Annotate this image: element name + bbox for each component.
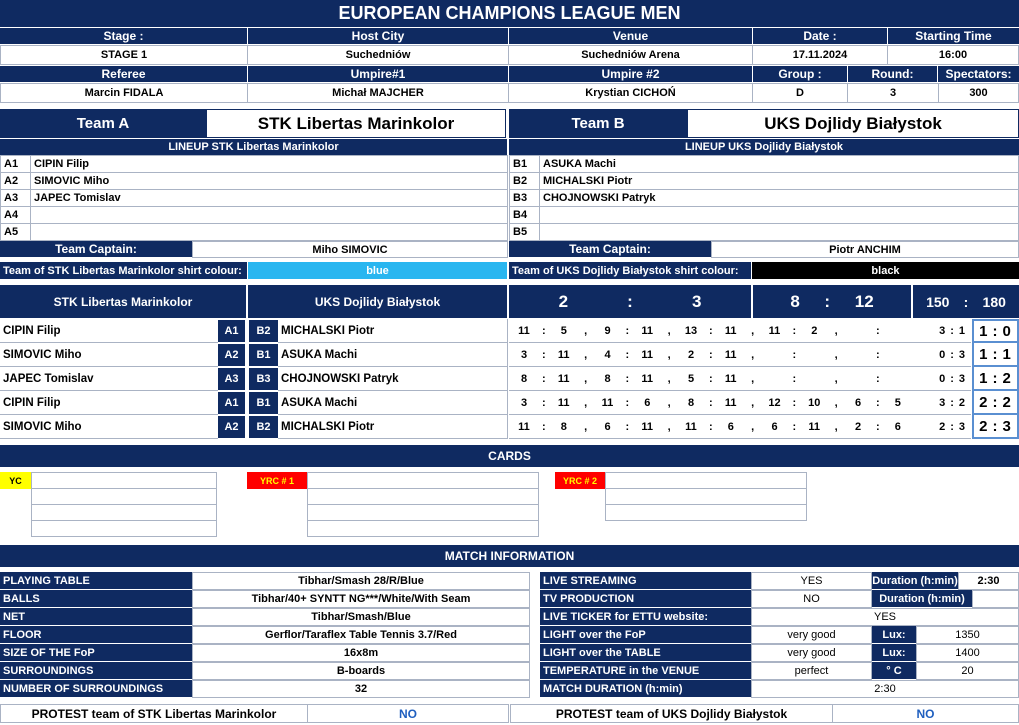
match-info-value: 32 (192, 680, 530, 698)
game-score-b: 11 (557, 372, 570, 385)
lux-fop-value: 1350 (916, 626, 1019, 644)
match-info-right (540, 572, 1019, 699)
shirt-b-label: Team of UKS Dojlidy Białystok shirt colour: (509, 262, 751, 279)
game-score-a: 6 (854, 396, 862, 409)
result-colon: : (992, 345, 999, 363)
game-score-b: 8 (560, 420, 567, 433)
game-score-a: 4 (604, 348, 611, 361)
match-info-label: PLAYING TABLE (0, 572, 192, 589)
game-won-a: 0 (939, 348, 946, 361)
result-b: 0 (1002, 322, 1012, 340)
player-b: MICHALSKI Piotr (278, 319, 508, 343)
matches-a: 2 (558, 291, 569, 311)
games-won (913, 391, 971, 415)
game-colon: : (709, 396, 713, 409)
games-sep: : (824, 291, 831, 311)
game-colon: : (625, 420, 630, 433)
game-score-a: 6 (604, 420, 611, 433)
result-a: 1 (979, 369, 989, 387)
running-result (972, 343, 1019, 367)
player-b-code: B2 (249, 320, 278, 342)
date-value: 17.11.2024 (752, 45, 888, 65)
game-comma: , (667, 396, 671, 409)
lux-table-value: 1400 (916, 644, 1019, 662)
captain-a: Miho SIMOVIC (192, 241, 508, 258)
game-comma: , (751, 324, 755, 337)
player-a: CIPIN Filip (0, 391, 218, 415)
game-comma: , (751, 420, 755, 433)
tv-duration-value (972, 590, 1019, 608)
protest-a-label: PROTEST team of STK Libertas Marinkolor (0, 704, 308, 723)
game-comma: , (667, 324, 671, 337)
game-won-a: 2 (939, 420, 946, 433)
matches-score (509, 285, 751, 318)
protest-b-value[interactable]: NO (832, 704, 1019, 723)
group-value: D (752, 83, 848, 103)
match-row (0, 415, 1019, 439)
yc-slot[interactable] (31, 520, 217, 537)
date-label: Date : (753, 28, 887, 44)
match-rows (0, 319, 1019, 441)
game-score-b: 11 (724, 372, 737, 385)
game-colon: : (709, 420, 713, 433)
yrc1-slot[interactable] (307, 488, 539, 505)
game-colon: : (625, 372, 630, 385)
referee-label: Referee (0, 66, 247, 82)
match-info-label: FLOOR (0, 626, 192, 643)
live-ticker-label: LIVE TICKER for ETTU website: (540, 608, 751, 625)
match-info-value: 16x8m (192, 644, 530, 662)
lineup-player: CHOJNOWSKI Patryk (539, 189, 1019, 207)
captain-b-label: Team Captain: (509, 241, 711, 257)
lineup-player: SIMOVIC Miho (30, 172, 508, 190)
game-won-colon: : (950, 372, 954, 385)
lineup-b-header: LINEUP UKS Dojlidy Białystok (509, 139, 1019, 155)
temperature-value: perfect (751, 662, 872, 680)
group-label: Group : (753, 66, 847, 82)
lux-table-label: Lux: (872, 644, 916, 661)
running-result (972, 319, 1019, 343)
game-won-b: 3 (958, 372, 965, 385)
lineup-code: A5 (0, 223, 31, 241)
match-info-left (0, 572, 530, 699)
game-scores (509, 391, 913, 415)
game-score-a: 3 (520, 348, 528, 361)
page-title: EUROPEAN CHAMPIONS LEAGUE MEN (0, 0, 1019, 27)
game-score-b: 11 (557, 396, 570, 409)
match-duration-label: MATCH DURATION (h:min) (540, 680, 751, 697)
game-comma: , (751, 396, 755, 409)
result-colon: : (992, 322, 999, 340)
lux-fop-label: Lux: (872, 626, 916, 643)
game-score-b: 11 (808, 420, 821, 433)
tv-production-label: TV PRODUCTION (540, 590, 751, 607)
game-score-b: 11 (724, 396, 737, 409)
game-comma: , (584, 396, 588, 409)
game-comma: , (667, 372, 671, 385)
team-b-label: Team B (509, 109, 687, 138)
game-colon: : (542, 420, 546, 433)
game-colon: : (876, 348, 880, 361)
host-city-label: Host City (248, 28, 508, 44)
lineup-player (539, 206, 1019, 224)
stage-label: Stage : (0, 28, 247, 44)
game-colon: : (542, 348, 546, 361)
game-score-a: 9 (604, 324, 611, 337)
game-colon: : (876, 396, 880, 409)
points-b: 180 (982, 293, 1006, 310)
game-colon: : (542, 372, 546, 385)
game-scores (509, 367, 913, 391)
match-row (0, 391, 1019, 415)
game-won-b: 1 (958, 324, 965, 337)
game-comma: , (584, 420, 588, 433)
result-b: 1 (1002, 345, 1012, 363)
game-score-a: 5 (687, 372, 695, 385)
game-comma: , (751, 372, 755, 385)
game-won-a: 3 (939, 324, 946, 337)
captain-a-label: Team Captain: (0, 241, 192, 257)
cards-header: CARDS (0, 445, 1019, 467)
match-info-value: Gerflor/Taraflex Table Tennis 3.7/Red (192, 626, 530, 644)
spectators-value: 300 (938, 83, 1019, 103)
lineup-player: ASUKA Machi (539, 155, 1019, 173)
match-info-label: BALLS (0, 590, 192, 607)
result-a: 2 (979, 393, 989, 411)
result-colon: : (992, 369, 999, 387)
games-won (913, 415, 971, 439)
referee-value: Marcin FIDALA (0, 83, 248, 103)
game-score-a: 11 (685, 420, 697, 433)
game-comma: , (584, 348, 588, 361)
summary-team-b: UKS Dojlidy Białystok (248, 285, 507, 318)
light-table-value: very good (751, 644, 872, 662)
result-b: 2 (1002, 393, 1012, 411)
result-a: 1 (979, 345, 989, 363)
yrc1-slot[interactable] (307, 472, 539, 489)
game-comma: , (751, 348, 755, 361)
points-a: 150 (926, 293, 950, 310)
yc-slot[interactable] (31, 472, 217, 489)
player-a: SIMOVIC Miho (0, 415, 218, 439)
game-score-a: 12 (768, 396, 781, 409)
yellow-card-label: YC (0, 472, 31, 489)
round-label: Round: (848, 66, 937, 82)
games-score (753, 285, 911, 318)
game-score-a: 11 (518, 420, 530, 433)
lineup-code: B1 (509, 155, 540, 173)
result-a: 1 (979, 322, 989, 340)
game-colon: : (625, 396, 630, 409)
summary-team-a: STK Libertas Marinkolor (0, 285, 246, 318)
protest-a-value[interactable]: NO (307, 704, 509, 723)
lineup-a-header: LINEUP STK Libertas Marinkolor (0, 139, 507, 155)
yrc2-slot[interactable] (605, 504, 807, 521)
matches-b: 3 (691, 291, 702, 311)
match-row (0, 319, 1019, 343)
match-row (0, 367, 1019, 391)
player-b-code: B2 (249, 416, 278, 438)
yrc2-slot[interactable] (605, 488, 807, 505)
lineup-a (0, 155, 508, 241)
streaming-duration-label: Duration (h:min) (872, 572, 958, 589)
games-won (913, 367, 971, 391)
lineup-b (509, 155, 1019, 241)
match-info-value: Tibhar/Smash 28/R/Blue (192, 572, 530, 590)
game-comma: , (667, 420, 671, 433)
yrc1-slot[interactable] (307, 520, 539, 537)
tv-duration-label: Duration (h:min) (872, 590, 972, 607)
lineup-player (30, 206, 508, 224)
venue-label: Venue (509, 28, 752, 44)
player-b: CHOJNOWSKI Patryk (278, 367, 508, 391)
game-score-a: 11 (518, 324, 530, 337)
match-info-header: MATCH INFORMATION (0, 545, 1019, 567)
game-scores (509, 415, 913, 439)
live-streaming-value: YES (751, 572, 872, 590)
live-ticker-value: YES (751, 608, 1019, 626)
player-a-code: A3 (218, 368, 245, 390)
game-colon: : (625, 324, 630, 337)
player-b-code: B3 (249, 368, 278, 390)
game-score-b: 6 (727, 420, 734, 433)
match-row (0, 343, 1019, 367)
game-score-b: 11 (557, 348, 570, 361)
game-score-a: 11 (768, 324, 781, 337)
game-colon: : (625, 348, 630, 361)
game-colon: : (792, 372, 797, 385)
game-won-colon: : (950, 396, 954, 409)
player-a: SIMOVIC Miho (0, 343, 218, 367)
games-a: 8 (790, 291, 800, 311)
lineup-player (30, 223, 508, 241)
game-comma: , (834, 396, 838, 409)
game-score-b: 6 (644, 396, 651, 409)
light-table-label: LIGHT over the TABLE (540, 644, 751, 661)
game-score-a: 2 (687, 348, 695, 361)
points-score (913, 285, 1019, 318)
game-colon: : (792, 396, 797, 409)
game-won-a: 0 (939, 372, 946, 385)
player-a-code: A1 (218, 320, 245, 342)
running-result (972, 415, 1019, 439)
starting-time-value: 16:00 (887, 45, 1019, 65)
result-b: 2 (1002, 369, 1012, 387)
game-comma: , (834, 372, 838, 385)
game-colon: : (542, 324, 546, 337)
game-score-a: 6 (771, 420, 778, 433)
game-score-a: 8 (520, 372, 528, 385)
game-score-b: 2 (811, 324, 818, 337)
match-info-label: NUMBER OF SURROUNDINGS (0, 680, 192, 697)
result-colon: : (992, 393, 999, 411)
game-won-colon: : (950, 420, 954, 433)
spectators-label: Spectators: (938, 66, 1019, 82)
game-score-a: 13 (684, 324, 698, 337)
player-b: ASUKA Machi (278, 343, 508, 367)
match-info-label: SURROUNDINGS (0, 662, 192, 679)
running-result (972, 367, 1019, 391)
games-won (913, 343, 971, 367)
game-colon: : (709, 324, 713, 337)
lineup-code: A4 (0, 206, 31, 224)
game-won-colon: : (950, 324, 954, 337)
umpire1-label: Umpire#1 (248, 66, 508, 82)
game-score-b: 11 (641, 348, 654, 361)
umpire2-value: Krystian CICHOŃ (508, 83, 753, 103)
lineup-code: A2 (0, 172, 31, 190)
yrc2-slot[interactable] (605, 472, 807, 489)
match-info-label: SIZE OF THE FoP (0, 644, 192, 661)
game-comma: , (584, 324, 588, 337)
games-b: 12 (854, 291, 874, 311)
points-sep: : (963, 293, 969, 310)
umpire1-value: Michał MAJCHER (247, 83, 509, 103)
player-a: JAPEC Tomislav (0, 367, 218, 391)
stage-value: STAGE 1 (0, 45, 248, 65)
matches-sep: : (627, 291, 633, 311)
result-colon: : (992, 417, 999, 435)
light-fop-label: LIGHT over the FoP (540, 626, 751, 643)
game-comma: , (834, 324, 838, 337)
game-colon: : (542, 396, 546, 409)
game-score-a: 3 (520, 396, 528, 409)
game-colon: : (709, 348, 713, 361)
player-b-code: B1 (249, 392, 278, 414)
starting-time-label: Starting Time (888, 28, 1019, 44)
game-won-a: 3 (939, 396, 946, 409)
game-won-b: 3 (958, 420, 965, 433)
result-a: 2 (979, 417, 989, 435)
live-streaming-label: LIVE STREAMING (540, 572, 751, 589)
match-info-value: Tibhar/40+ SYNTT NG***/White/With Seam (192, 590, 530, 608)
light-fop-value: very good (751, 626, 872, 644)
lineup-player: MICHALSKI Piotr (539, 172, 1019, 190)
game-score-b: 11 (641, 372, 654, 385)
player-b: ASUKA Machi (278, 391, 508, 415)
game-comma: , (667, 348, 671, 361)
lineup-code: B4 (509, 206, 540, 224)
game-score-b: 11 (724, 324, 737, 337)
game-colon: : (792, 324, 797, 337)
celsius-value: 20 (916, 662, 1019, 680)
game-won-b: 2 (958, 396, 965, 409)
game-colon: : (876, 420, 880, 433)
lineup-code: B3 (509, 189, 540, 207)
player-a-code: A1 (218, 392, 245, 414)
game-score-a: 8 (687, 396, 695, 409)
game-score-a: 11 (601, 396, 614, 409)
player-a: CIPIN Filip (0, 319, 218, 343)
round-value: 3 (847, 83, 939, 103)
lineup-player (539, 223, 1019, 241)
host-city-value: Suchedniów (247, 45, 509, 65)
yrc2-label: YRC # 2 (555, 472, 605, 489)
result-b: 3 (1002, 417, 1012, 435)
player-a-code: A2 (218, 416, 245, 438)
umpire2-label: Umpire #2 (509, 66, 752, 82)
game-scores (509, 319, 913, 343)
game-colon: : (792, 420, 797, 433)
shirt-a-colour: blue (248, 262, 507, 279)
game-score-b: 11 (724, 348, 737, 361)
tv-production-value: NO (751, 590, 872, 608)
game-score-b: 10 (808, 396, 821, 409)
yc-slot[interactable] (31, 504, 217, 521)
lineup-code: A3 (0, 189, 31, 207)
game-won-colon: : (950, 348, 954, 361)
shirt-b-colour: black (752, 262, 1019, 279)
lineup-code: A1 (0, 155, 31, 173)
game-won-b: 3 (958, 348, 965, 361)
temperature-label: TEMPERATURE in the VENUE (540, 662, 751, 679)
game-score-b: 5 (560, 324, 567, 337)
game-comma: , (834, 420, 838, 433)
game-colon: : (709, 372, 713, 385)
protest-b-label: PROTEST team of UKS Dojlidy Białystok (510, 704, 833, 723)
captain-b: Piotr ANCHIM (711, 241, 1019, 258)
game-scores (509, 343, 913, 367)
game-colon: : (876, 324, 880, 337)
match-info-label: NET (0, 608, 192, 625)
game-score-b: 5 (894, 396, 901, 409)
lineup-code: B5 (509, 223, 540, 241)
team-a-name: STK Libertas Marinkolor (206, 109, 506, 138)
match-info-value: Tibhar/Smash/Blue (192, 608, 530, 626)
match-duration-value: 2:30 (751, 680, 1019, 698)
lineup-player: JAPEC Tomislav (30, 189, 508, 207)
game-score-b: 11 (641, 420, 654, 433)
game-score-a: 2 (854, 420, 862, 433)
game-score-b: 6 (894, 420, 901, 433)
yrc1-label: YRC # 1 (247, 472, 307, 489)
team-b-name: UKS Dojlidy Białystok (687, 109, 1019, 138)
yc-slot[interactable] (31, 488, 217, 505)
player-b: MICHALSKI Piotr (278, 415, 508, 439)
game-colon: : (876, 372, 880, 385)
team-a-label: Team A (0, 109, 206, 138)
match-info-value: B-boards (192, 662, 530, 680)
game-colon: : (792, 348, 797, 361)
venue-value: Suchedniów Arena (508, 45, 753, 65)
player-a-code: A2 (218, 344, 245, 366)
yrc1-slot[interactable] (307, 504, 539, 521)
shirt-a-label: Team of STK Libertas Marinkolor shirt colour: (0, 262, 247, 279)
games-won (913, 319, 971, 343)
game-score-b: 11 (641, 324, 654, 337)
streaming-duration-value: 2:30 (958, 572, 1019, 590)
game-score-a: 8 (604, 372, 611, 385)
lineup-code: B2 (509, 172, 540, 190)
lineup-player: CIPIN Filip (30, 155, 508, 173)
running-result (972, 391, 1019, 415)
game-comma: , (834, 348, 838, 361)
celsius-label: ° C (872, 662, 916, 679)
game-comma: , (584, 372, 588, 385)
player-b-code: B1 (249, 344, 278, 366)
